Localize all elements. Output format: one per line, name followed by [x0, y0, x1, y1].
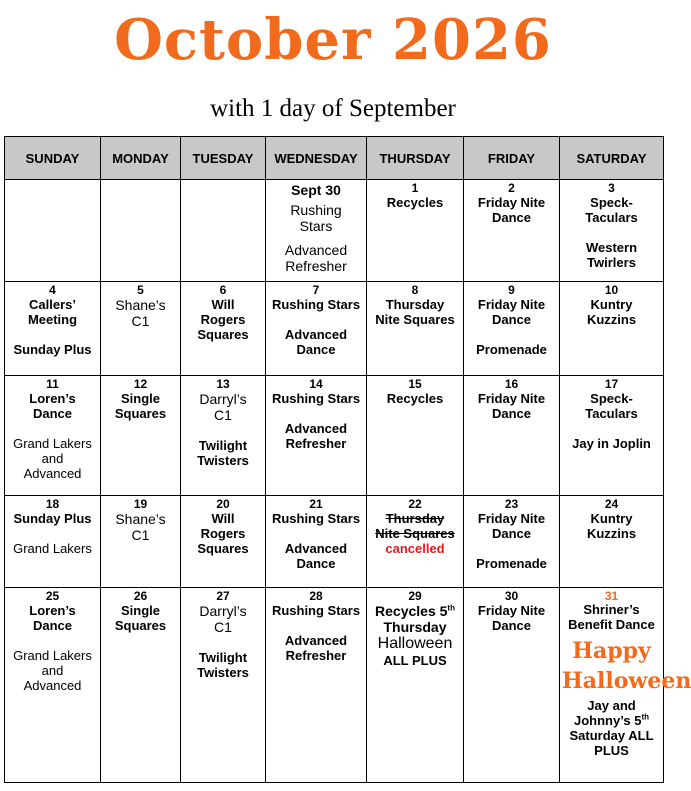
event-line: Rushing Stars: [271, 297, 361, 312]
day-cell-13: [181, 376, 266, 496]
day-cell-empty: [181, 180, 266, 282]
event-line: C1: [131, 527, 150, 543]
event-line: Dance: [491, 618, 532, 633]
event-line-cancelled: Thursday: [385, 511, 445, 526]
day-number: 18: [45, 497, 60, 511]
event-line: Friday Nite: [477, 603, 546, 618]
event-line: Kuntry: [590, 511, 633, 526]
day-number: Sept 30: [291, 182, 341, 198]
weekday-saturday: SATURDAY: [560, 137, 664, 180]
event-line: Taculars: [585, 210, 638, 225]
event-line: C1: [214, 407, 232, 423]
day-cell-18: [5, 496, 101, 588]
event-line: Advanced: [23, 678, 82, 693]
event-line: Refresher: [285, 648, 347, 663]
event-line: Meeting: [27, 312, 78, 327]
day-cell-1: [367, 180, 464, 282]
event-line: Dance: [32, 618, 73, 633]
weekday-header-row: [5, 137, 664, 180]
week-row-2: [5, 282, 664, 376]
day-cell-6: [181, 282, 266, 376]
event-line: Jay and: [587, 698, 636, 713]
event-line: C1: [214, 619, 232, 635]
event-line: Twisters: [197, 453, 249, 468]
event-line: Rushing: [290, 202, 342, 218]
day-cell-15: [367, 376, 464, 496]
event-line: Friday Nite: [477, 297, 546, 312]
event-line: Twilight: [198, 650, 248, 665]
event-line: Sunday Plus: [13, 511, 92, 526]
day-cell-2: [464, 180, 560, 282]
day-cell-14: [266, 376, 367, 496]
event-line: Dance: [491, 312, 532, 327]
ordinal-suffix: th: [641, 712, 649, 722]
event-line: Taculars: [585, 406, 638, 421]
day-number: 16: [504, 377, 519, 391]
day-number: 4: [49, 283, 56, 297]
event-line: Callers’: [29, 297, 76, 312]
event-line: Nite Squares: [375, 312, 455, 327]
day-cell-9: [464, 282, 560, 376]
event-line: Thursday: [383, 619, 447, 635]
day-cell-29: [367, 588, 464, 783]
day-number: 30: [504, 589, 519, 603]
event-line: Grand Lakers: [13, 436, 92, 451]
day-cell-23: [464, 496, 560, 588]
day-cell-5: [101, 282, 181, 376]
event-line: Friday Nite: [477, 195, 546, 210]
day-number: 7: [312, 283, 320, 297]
event-line: Rogers: [200, 312, 246, 327]
day-number: 19: [133, 497, 148, 511]
day-number: 3: [608, 181, 615, 195]
week-row-5: [5, 588, 664, 783]
event-line: Darryl’s: [199, 603, 247, 619]
event-line: Friday Nite: [477, 511, 546, 526]
day-number: 1: [411, 181, 419, 195]
day-number: 25: [45, 589, 60, 603]
event-line-cancelled: Nite Squares: [375, 526, 455, 541]
event-line: ALL PLUS: [383, 653, 447, 668]
event-line: and: [41, 663, 64, 678]
day-number: 26: [133, 589, 148, 603]
event-line: Advanced: [284, 327, 348, 342]
event-line: Advanced: [284, 633, 348, 648]
event-text: Johnny’s 5: [574, 713, 642, 728]
day-cell-sept-30: [266, 180, 367, 282]
event-line: Saturday ALL: [569, 728, 654, 743]
day-cell-empty: [5, 180, 101, 282]
event-line: Twilight: [198, 438, 248, 453]
weekday-thursday: THURSDAY: [367, 137, 464, 180]
day-cell-3: [560, 180, 664, 282]
event-line: Shriner’s: [583, 602, 640, 617]
event-line: Dance: [296, 556, 336, 571]
day-number: 22: [408, 497, 422, 511]
event-line: Dance: [296, 342, 336, 357]
event-line: Advanced: [284, 541, 348, 556]
day-number: 13: [216, 377, 230, 391]
day-number: 5: [137, 283, 144, 297]
day-cell-20: [181, 496, 266, 588]
day-number: 31: [604, 589, 619, 603]
event-line: PLUS: [594, 743, 629, 758]
event-line: Advanced: [284, 421, 348, 436]
event-line: Sunday Plus: [13, 342, 92, 357]
event-line: Dance: [491, 406, 532, 421]
event-line: Promenade: [476, 556, 547, 571]
weekday-sunday: SUNDAY: [5, 137, 101, 180]
event-line: Squares: [197, 541, 249, 556]
weekday-wednesday: WEDNESDAY: [266, 137, 367, 180]
event-line: Advanced: [284, 242, 348, 258]
event-line: and: [41, 451, 64, 466]
event-line: Dance: [32, 406, 73, 421]
event-line: Thursday: [385, 297, 445, 312]
event-line: Rushing Stars: [271, 391, 361, 406]
day-cell-25: [5, 588, 101, 783]
event-line: Squares: [114, 618, 167, 633]
event-line: Friday Nite: [477, 391, 546, 406]
day-number: 20: [216, 497, 230, 511]
day-cell-8: [367, 282, 464, 376]
event-line: Grand Lakers: [13, 648, 92, 663]
week-row-1: [5, 180, 664, 282]
day-cell-30: [464, 588, 560, 783]
event-line: Grand Lakers: [13, 541, 92, 556]
event-line: [369, 603, 461, 619]
weekday-monday: MONDAY: [101, 137, 181, 180]
weekday-tuesday: TUESDAY: [181, 137, 266, 180]
event-line: Recycles: [386, 391, 444, 406]
event-line: Dance: [491, 210, 532, 225]
event-line: Halloween: [377, 635, 453, 652]
event-line: [562, 713, 661, 728]
day-number: 9: [508, 283, 515, 297]
event-line: Squares: [197, 327, 249, 342]
day-number: 15: [408, 377, 422, 391]
event-text: Recycles 5: [375, 603, 448, 619]
day-cell-4: [5, 282, 101, 376]
day-cell-10: [560, 282, 664, 376]
event-line: Benefit Dance: [568, 617, 655, 632]
week-row-3: [5, 376, 664, 496]
event-line: Shane’s: [115, 297, 166, 313]
day-cell-11: [5, 376, 101, 496]
page-title: October 2026: [114, 7, 552, 73]
event-line: Refresher: [285, 258, 347, 274]
event-line: Recycles: [386, 195, 444, 210]
day-cell-16: [464, 376, 560, 496]
day-number: 8: [411, 283, 419, 297]
event-line: Loren’s: [29, 391, 76, 406]
day-cell-19: [101, 496, 181, 588]
day-number: 14: [309, 377, 323, 391]
event-line: Speck-: [590, 195, 633, 210]
ordinal-suffix: th: [447, 603, 455, 613]
day-cell-31: [560, 588, 691, 783]
event-line: Rushing Stars: [271, 511, 361, 526]
event-line: Single: [120, 603, 160, 618]
happy-halloween-text: Halloween: [562, 668, 691, 694]
week-row-4: [5, 496, 664, 588]
calendar-table: [4, 136, 691, 783]
event-line: Western: [585, 240, 638, 255]
day-number: 6: [219, 283, 227, 297]
event-line: Single: [120, 391, 160, 406]
day-cell-7: [266, 282, 367, 376]
event-line: Refresher: [285, 436, 347, 451]
event-line: Twirlers: [587, 255, 636, 270]
page-subtitle: with 1 day of September: [210, 95, 456, 122]
event-line: Jay in Joplin: [572, 436, 651, 451]
event-line: Dance: [491, 526, 532, 541]
day-cell-12: [101, 376, 181, 496]
day-number: 10: [604, 283, 619, 297]
event-line: Darryl’s: [199, 391, 247, 407]
day-number: 28: [309, 589, 323, 603]
event-line: Stars: [299, 218, 333, 234]
day-cell-24: [560, 496, 664, 588]
event-line: Squares: [114, 406, 167, 421]
event-line: Rushing Stars: [271, 603, 361, 618]
day-cell-27: [181, 588, 266, 783]
event-line: Kuzzins: [586, 312, 637, 327]
event-line: Rogers: [200, 526, 246, 541]
event-line: Speck-: [590, 391, 633, 406]
event-line: Will: [211, 511, 235, 526]
event-line: C1: [131, 313, 150, 329]
event-line: Twisters: [197, 665, 249, 680]
event-line: Kuzzins: [586, 526, 637, 541]
weekday-friday: FRIDAY: [464, 137, 560, 180]
day-number: 24: [604, 497, 619, 511]
event-line: Loren’s: [29, 603, 76, 618]
event-line: Shane’s: [115, 511, 166, 527]
event-line: Will: [211, 297, 235, 312]
day-number: 27: [216, 589, 230, 603]
day-number: 2: [508, 181, 515, 195]
day-number: 11: [46, 377, 59, 391]
day-number: 17: [604, 377, 619, 391]
cancelled-label: cancelled: [385, 541, 445, 556]
day-number: 21: [309, 497, 323, 511]
day-number: 23: [504, 497, 519, 511]
day-cell-28: [266, 588, 367, 783]
day-cell-26: [101, 588, 181, 783]
day-cell-22: [367, 496, 464, 588]
day-cell-empty: [101, 180, 181, 282]
event-line: Advanced: [23, 466, 82, 481]
day-cell-21: [266, 496, 367, 588]
day-number: 12: [133, 377, 148, 391]
day-number: 29: [408, 589, 422, 603]
event-line: Promenade: [476, 342, 547, 357]
happy-halloween-text: Happy: [572, 638, 651, 664]
day-cell-17: [560, 376, 664, 496]
event-line: Kuntry: [590, 297, 633, 312]
